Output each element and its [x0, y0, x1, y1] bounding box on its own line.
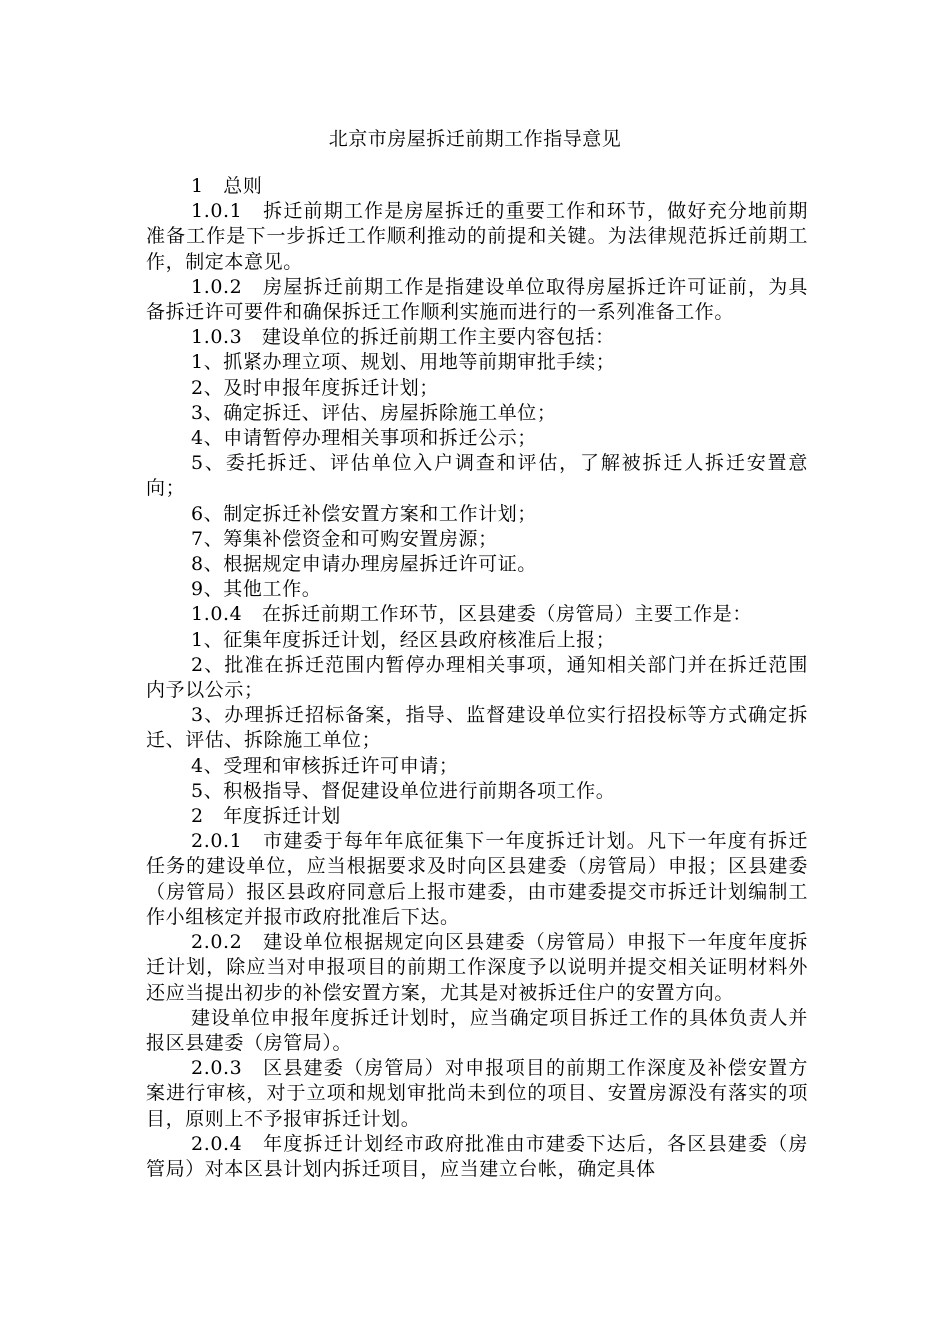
- list-item: 4、申请暂停办理相关事项和拆迁公示；: [191, 427, 537, 450]
- list-item: 8、根据规定申请办理房屋拆迁许可证。: [191, 553, 537, 576]
- list-item: 4、受理和审核拆迁许可申请；: [191, 754, 459, 777]
- paragraph: 2.0.2 建设单位根据规定向区县建委（房管局）申报下一年度年度拆迁计划，除应当对申报项目的前期工作深度予以说明并提交相关证明材料外还应当提出初步的补偿安置方案，尤其是对被拆迁住户的安置方向。: [146, 931, 808, 1004]
- paragraph: 2.0.1 市建委于每年年底征集下一年度拆迁计划。凡下一年度有拆迁任务的建设单位，应当根据要求及时向区县建委（房管局）申报；区县建委（房管局）报区县政府同意后上报市建委，由市建委提交市拆迁计划编制工作小组核定并报市政府批准后下达。: [146, 830, 808, 928]
- paragraph: 2.0.3 区县建委（房管局）对申报项目的前期工作深度及补偿安置方案进行审核，对于立项和规划审批尚未到位的项目、安置房源没有落实的项目，原则上不予报审拆迁计划。: [146, 1057, 808, 1130]
- paragraph: 建设单位申报年度拆迁计划时，应当确定项目拆迁工作的具体负责人并报区县建委（房管局）。: [146, 1006, 808, 1054]
- list-item: 2、及时申报年度拆迁计划；: [191, 376, 439, 399]
- list-item: 3、办理拆迁招标备案，指导、监督建设单位实行招投标等方式确定拆迁、评估、拆除施工单位；: [146, 704, 808, 752]
- list-item: 7、筹集补偿资金和可购安置房源；: [191, 527, 498, 550]
- list-item: 9、其他工作。: [191, 578, 322, 601]
- list-item: 5、委托拆迁、评估单位入户调查和评估，了解被拆迁人拆迁安置意向；: [146, 452, 808, 500]
- paragraph: 1.0.2 房屋拆迁前期工作是指建设单位取得房屋拆迁许可证前，为具备拆迁许可要件和确保拆迁工作顺利实施而进行的一系列准备工作。: [146, 275, 808, 324]
- list-item: 1、征集年度拆迁计划，经区县政府核准后上报；: [191, 628, 616, 651]
- list-item: 1、抓紧办理立项、规划、用地等前期审批手续；: [191, 351, 616, 374]
- list-item: 2、批准在拆迁范围内暂停办理相关事项，通知相关部门并在拆迁范围内予以公示；: [146, 653, 808, 702]
- section-heading: 2 年度拆迁计划: [191, 805, 341, 828]
- paragraph: 1.0.4 在拆迁前期工作环节，区县建委（房管局）主要工作是：: [191, 603, 752, 626]
- list-item: 6、制定拆迁补偿安置方案和工作计划；: [191, 502, 537, 525]
- paragraph: 1.0.1 拆迁前期工作是房屋拆迁的重要工作和环节，做好充分地前期准备工作是下一步拆迁工作顺利推动的前提和关键。为法律规范拆迁前期工作，制定本意见。: [146, 200, 808, 273]
- paragraph: 2.0.4 年度拆迁计划经市政府批准由市建委下达后，各区县建委（房管局）对本区县计划内拆迁项目，应当建立台帐，确定具体: [146, 1132, 808, 1180]
- section-heading: 1 总则: [191, 175, 263, 197]
- list-item: 5、积极指导、督促建设单位进行前期各项工作。: [191, 779, 616, 802]
- list-item: 3、确定拆迁、评估、房屋拆除施工单位；: [191, 401, 557, 424]
- document-title: 北京市房屋拆迁前期工作指导意见: [328, 128, 622, 150]
- paragraph: 1.0.3 建设单位的拆迁前期工作主要内容包括：: [191, 326, 615, 349]
- document-body: [146, 174, 808, 1182]
